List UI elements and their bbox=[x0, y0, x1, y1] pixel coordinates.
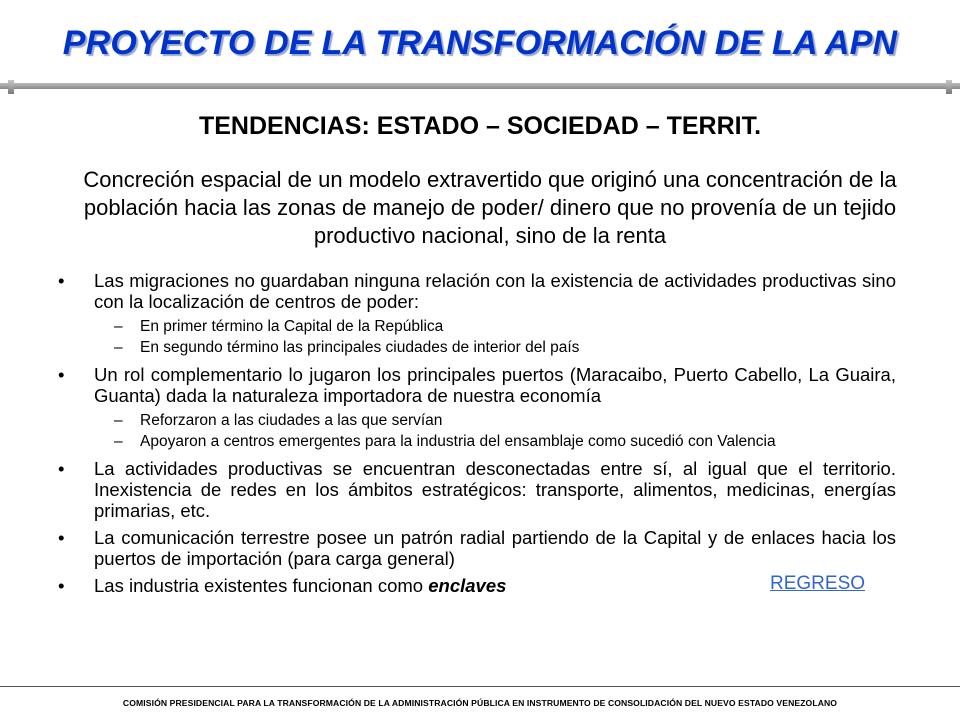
sub-marker: – bbox=[114, 433, 123, 450]
bullet-text: Un rol complementario lo jugaron los principales puertos (Maracaibo, Puerto Cabello, La Guaira, Guanta) dada la naturaleza importadora de nuestra economía bbox=[94, 364, 896, 406]
sub-list bbox=[56, 412, 896, 450]
bullet-text: Las migraciones no guardaban ninguna relación con la existencia de actividades productivas sino con la localización de centros de poder: bbox=[94, 270, 896, 312]
bullet-marker: • bbox=[58, 527, 65, 548]
header-divider-tick bbox=[946, 80, 952, 94]
sub-item bbox=[56, 339, 896, 356]
bullet-marker: • bbox=[58, 364, 65, 385]
regreso-link[interactable]: REGRESO bbox=[770, 573, 866, 594]
bullet-marker: • bbox=[58, 270, 65, 291]
sub-item bbox=[56, 318, 896, 335]
footer bbox=[0, 686, 960, 721]
bullet-marker: • bbox=[58, 458, 65, 479]
bullet-text: La comunicación terrestre posee un patrón radial partiendo de la Capital y de enlaces hacia los puertos de importación (para carga general) bbox=[94, 527, 896, 569]
bullet-item bbox=[56, 270, 896, 312]
sub-marker: – bbox=[114, 318, 123, 335]
bullet-item bbox=[56, 458, 896, 521]
bullet-text: La actividades productivas se encuentran desconectadas entre sí, al igual que el territorio. Inexistencia de redes en los ámbitos estratégicos: transporte, alimentos, medicinas, energías primarias, etc. bbox=[94, 458, 896, 521]
emphasis-text: enclaves bbox=[428, 575, 507, 596]
sub-item bbox=[56, 433, 896, 450]
sub-item bbox=[56, 412, 896, 429]
bullet-item bbox=[56, 575, 896, 599]
header-divider-bar bbox=[0, 83, 960, 89]
slide-title: TENDENCIAS: ESTADO – SOCIEDAD – TERRIT. bbox=[198, 112, 762, 140]
bullet-marker: • bbox=[58, 575, 65, 596]
sub-list bbox=[56, 318, 896, 356]
bullet-list bbox=[56, 270, 896, 599]
sub-text: Apoyaron a centros emergentes para la industria del ensamblaje como sucedió con Valencia bbox=[140, 433, 776, 450]
sub-text: En primer término la Capital de la República bbox=[140, 318, 444, 335]
sub-marker: – bbox=[114, 412, 123, 429]
sub-text: En segundo término las principales ciudades de interior del país bbox=[140, 339, 580, 356]
bullet-text: Las industria existentes funcionan como bbox=[94, 575, 429, 596]
intro-paragraph: Concreción espacial de un modelo extravertido que originó una concentración de la población hacia las zonas de manejo de poder/ dinero que no provenía de un tejido productivo nacional, sino de la renta bbox=[83, 167, 897, 248]
header-title: PROYECTO DE LA TRANSFORMACIÓN DE LA APN bbox=[62, 24, 898, 62]
footer-text: COMISIÓN PRESIDENCIAL PARA LA TRANSFORMACIÓN DE LA ADMINISTRACIÓN PÚBLICA EN INSTRUMENTO DE CONSOLIDACIÓN DEL NUEVO ESTADO VENEZOLANO bbox=[122, 698, 838, 708]
sub-text: Reforzaron a las ciudades a las que servían bbox=[140, 412, 443, 429]
header-divider-tick bbox=[8, 80, 14, 94]
bullet-item bbox=[56, 364, 896, 406]
header-divider bbox=[0, 80, 960, 92]
sub-marker: – bbox=[114, 339, 123, 356]
bullet-item bbox=[56, 527, 896, 569]
